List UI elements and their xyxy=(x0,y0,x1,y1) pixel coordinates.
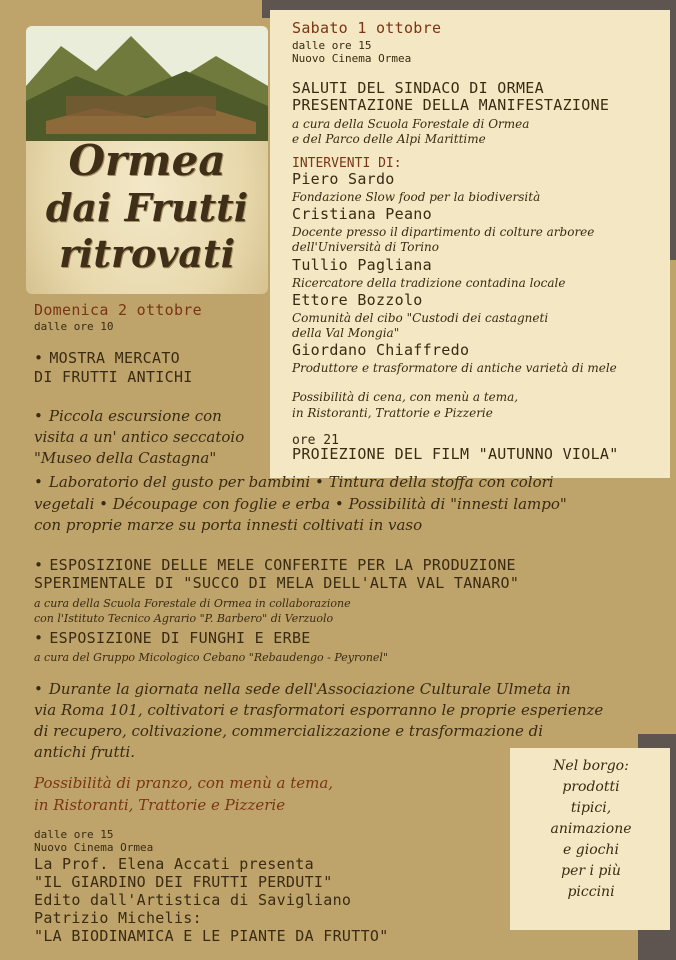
lunch-line-1: Possibilità di pranzo, con menù a tema, xyxy=(34,774,334,792)
lab-line-2: vegetali • Découpage con foglie e erba • Possibilità di "innesti lampo" xyxy=(34,495,567,513)
speaker-role: Comunità del cibo "Custodi dei castagneti xyxy=(292,311,549,325)
sunday-date: Domenica 2 ottobre xyxy=(34,301,202,319)
borgo-line: per i più xyxy=(561,863,621,879)
speaker-name: Giordano Chiaffredo xyxy=(292,341,470,359)
film-time: ore 21 xyxy=(292,433,339,448)
saturday-date: Sabato 1 ottobre xyxy=(292,19,442,37)
fungi-expo: • ESPOSIZIONE DI FUNGHI E ERBE xyxy=(34,630,311,647)
speaker-role: dell'Università di Torino xyxy=(292,240,439,254)
ulmeta-line-4: antichi frutti. xyxy=(34,743,136,761)
speaker-role: della Val Mongia" xyxy=(292,326,400,340)
saturday-curated-1: a cura della Scuola Forestale di Ormea xyxy=(292,117,530,131)
saturday-greeting-2: PRESENTAZIONE DELLA MANIFESTAZIONE xyxy=(292,96,610,114)
excursion-line-2: visita a un' antico seccatoio xyxy=(34,428,245,446)
talk-line-2: "IL GIARDINO DEI FRUTTI PERDUTI" xyxy=(34,873,333,891)
dinner-line-1: Possibilità di cena, con menù a tema, xyxy=(292,390,519,404)
talk-line-3: Edito dall'Artistica di Savigliano xyxy=(34,891,352,909)
talk-line-4: Patrizio Michelis: xyxy=(34,909,202,927)
borgo-line: tipici, xyxy=(570,800,612,816)
speaker-name: Cristiana Peano xyxy=(292,205,432,223)
market-line-1: • MOSTRA MERCATO xyxy=(34,350,180,367)
saturday-greeting-1: SALUTI DEL SINDACO DI ORMEA xyxy=(292,79,544,97)
speaker-role: Docente presso il dipartimento di colture arboree xyxy=(292,225,595,239)
talk-line-5: "LA BIODINAMICA E LE PIANTE DA FRUTTO" xyxy=(34,927,389,945)
dinner-line-2: in Ristoranti, Trattorie e Pizzerie xyxy=(292,406,493,420)
excursion-line-3: "Museo della Castagna" xyxy=(34,449,217,467)
apple-expo-line-2: SPERIMENTALE DI "SUCCO DI MELA DELL'ALTA VAL TANARO" xyxy=(34,574,520,592)
apple-expo-curated-1: a cura della Scuola Forestale di Ormea in collaborazione xyxy=(34,597,351,610)
saturday-venue: Nuovo Cinema Ormea xyxy=(292,52,412,65)
saturday-time: dalle ore 15 xyxy=(292,39,372,52)
borgo-line: piccini xyxy=(567,884,615,900)
fungi-curated: a cura del Gruppo Micologico Cebano "Rebaudengo - Peyronel" xyxy=(34,651,389,664)
lunch-line-2: in Ristoranti, Trattorie e Pizzerie xyxy=(34,796,286,814)
afternoon-time: dalle ore 15 xyxy=(34,828,114,841)
borgo-line: Nel borgo: xyxy=(553,758,629,774)
ulmeta-line-1: • Durante la giornata nella sede dell'Associazione Culturale Ulmeta in xyxy=(34,679,571,700)
borgo-line: animazione xyxy=(550,821,632,837)
saturday-curated-2: e del Parco delle Alpi Marittime xyxy=(292,132,486,146)
speaker-name: Piero Sardo xyxy=(292,170,395,188)
logo-line-1: Ormea xyxy=(68,136,226,185)
borgo-line: prodotti xyxy=(562,779,620,795)
interventions-heading: INTERVENTI DI: xyxy=(292,156,402,171)
lab-line-3: con proprie marze su porta innesti coltivati in vaso xyxy=(34,516,423,534)
event-logo xyxy=(26,26,268,294)
apple-expo-curated-2: con l'Istituto Tecnico Agrario "P. Barbero" di Verzuolo xyxy=(34,612,334,625)
speaker-name: Tullio Pagliana xyxy=(292,256,432,274)
borgo-line: e giochi xyxy=(563,842,619,858)
speaker-name: Ettore Bozzolo xyxy=(292,291,423,309)
speaker-role: Ricercatore della tradizione contadina locale xyxy=(292,276,566,290)
afternoon-venue: Nuovo Cinema Ormea xyxy=(34,841,154,854)
speaker-role: Produttore e trasformatore di antiche varietà di mele xyxy=(292,361,617,375)
speaker-role: Fondazione Slow food per la biodiversità xyxy=(292,190,541,204)
sunday-time: dalle ore 10 xyxy=(34,320,114,333)
logo-line-3: ritrovati xyxy=(58,231,236,276)
excursion-line-1: • Piccola escursione con xyxy=(34,406,222,427)
borgo-note xyxy=(516,756,666,903)
logo-line-2: dai Frutti xyxy=(45,185,249,230)
apple-expo-line-1: • ESPOSIZIONE DELLE MELE CONFERITE PER LA PRODUZIONE xyxy=(34,557,516,574)
ulmeta-line-3: di recupero, coltivazione, commercializzazione e trasformazione di xyxy=(34,722,544,740)
market-line-2: DI FRUTTI ANTICHI xyxy=(34,368,193,386)
lab-line-1: • Laboratorio del gusto per bambini • Tintura della stoffa con colori xyxy=(34,472,554,493)
film-title: PROIEZIONE DEL FILM "AUTUNNO VIOLA" xyxy=(292,445,619,463)
talk-line-1: La Prof. Elena Accati presenta xyxy=(34,855,314,873)
ulmeta-line-2: via Roma 101, coltivatori e trasformatori esporranno le proprie esperienze xyxy=(34,701,604,719)
